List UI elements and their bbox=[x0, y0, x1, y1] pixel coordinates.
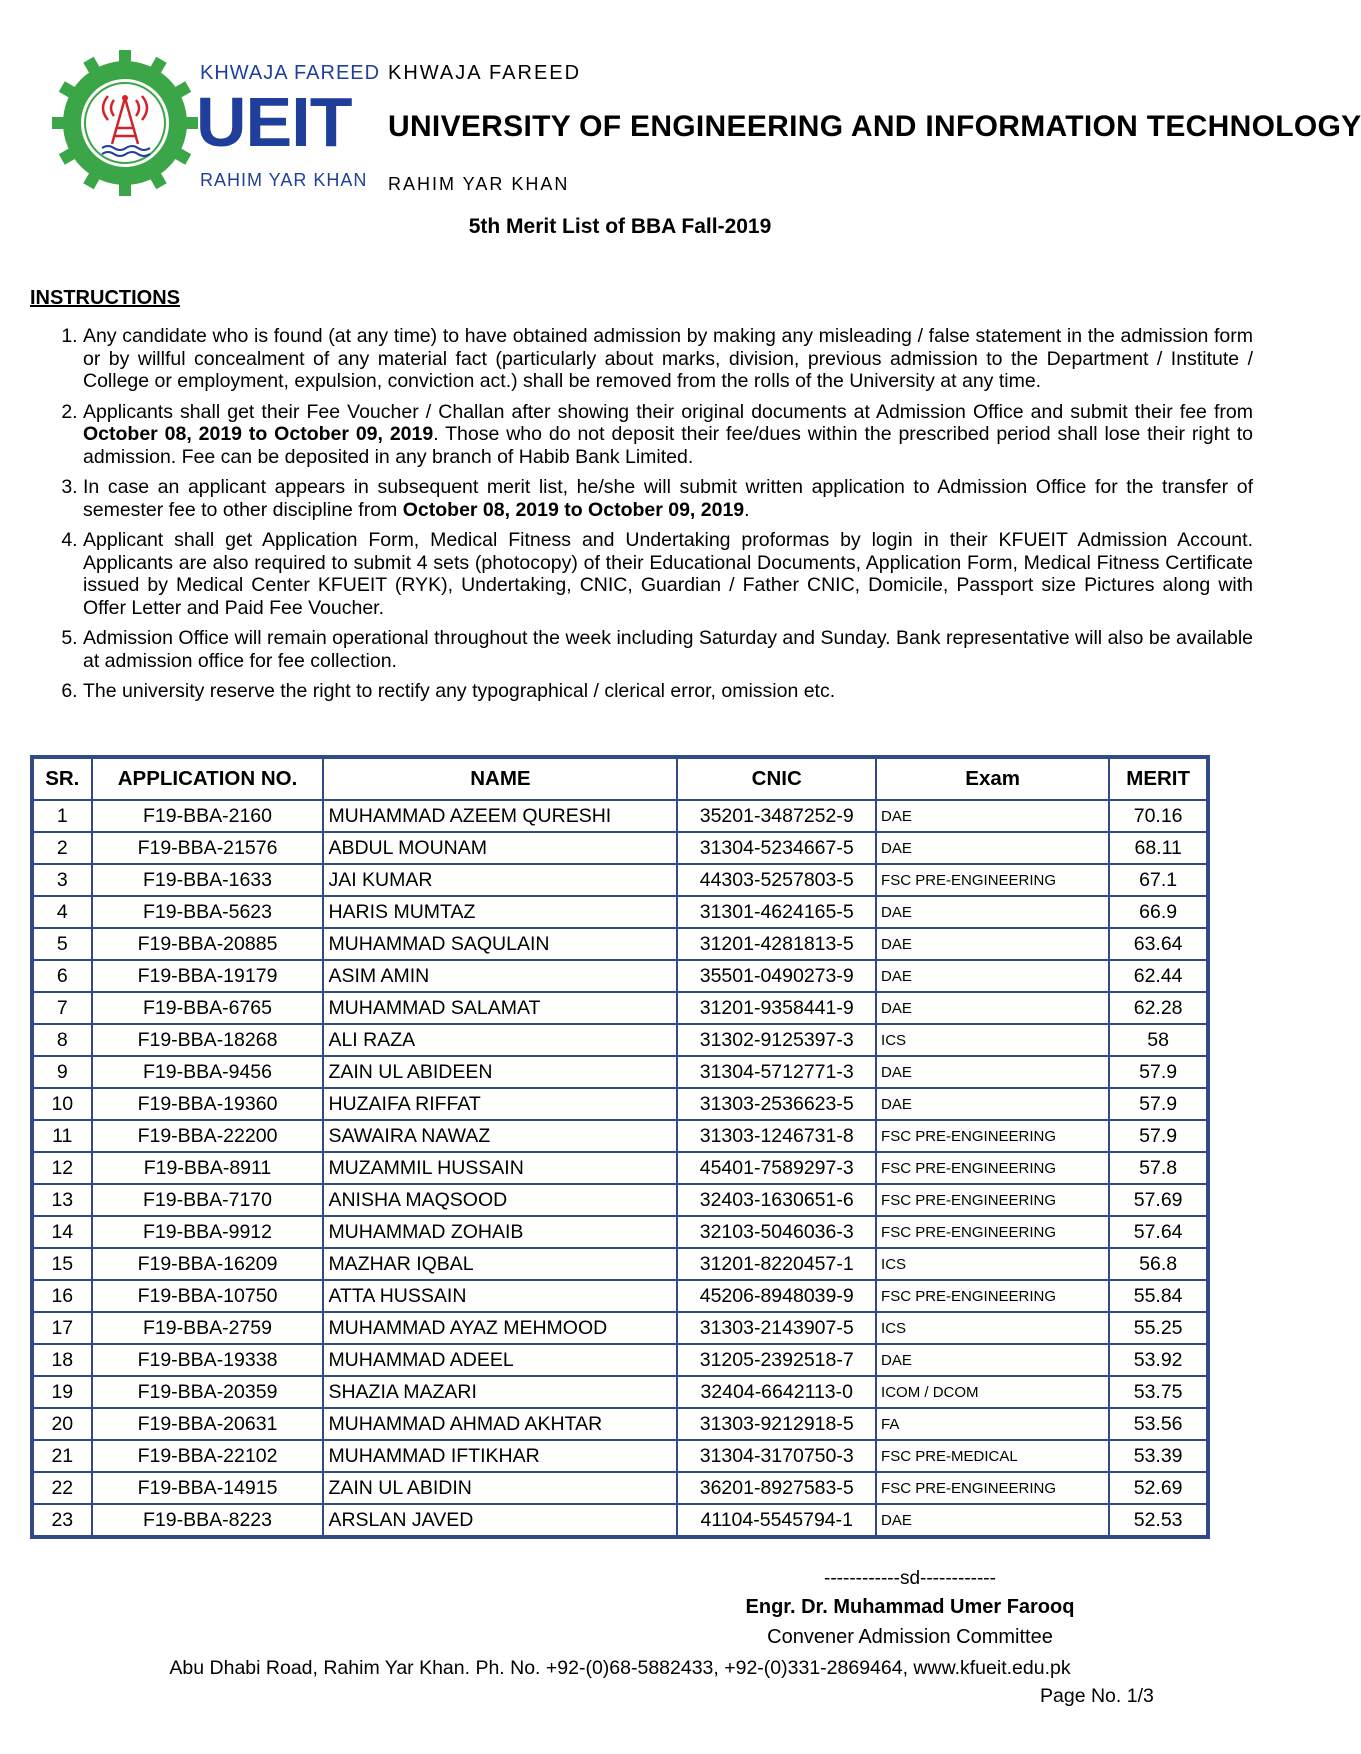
cell-cnic: 45401-7589297-3 bbox=[677, 1152, 876, 1184]
cell-cnic: 31303-1246731-8 bbox=[677, 1120, 876, 1152]
cell-cnic: 35501-0490273-9 bbox=[677, 960, 876, 992]
cell-merit: 55.25 bbox=[1109, 1312, 1207, 1344]
cell-application-no: F19-BBA-19179 bbox=[92, 960, 324, 992]
cell-application-no: F19-BBA-20885 bbox=[92, 928, 324, 960]
cell-cnic: 31304-5234667-5 bbox=[677, 832, 876, 864]
cell-sr: 13 bbox=[33, 1184, 92, 1216]
cell-merit: 53.39 bbox=[1109, 1440, 1207, 1472]
cell-name: ZAIN UL ABIDIN bbox=[323, 1472, 677, 1504]
cell-merit: 53.56 bbox=[1109, 1408, 1207, 1440]
cell-exam: ICOM / DCOM bbox=[876, 1376, 1109, 1408]
cell-exam: FSC PRE-ENGINEERING bbox=[876, 1472, 1109, 1504]
cell-name: SHAZIA MAZARI bbox=[323, 1376, 677, 1408]
cell-exam: DAE bbox=[876, 800, 1109, 832]
cell-merit: 57.9 bbox=[1109, 1120, 1207, 1152]
cell-merit: 53.92 bbox=[1109, 1344, 1207, 1376]
cell-application-no: F19-BBA-5623 bbox=[92, 896, 324, 928]
instruction-item: 2. Applicants shall get their Fee Voucher / Challan after showing their original documents at Admission Office and submit their fee from October 08, 2019 to October 09, 2019. Those who do not deposit their fee/dues within the prescribed period shall lose their right to admission. Fee can be deposited in any branch of Habib Bank Limited. bbox=[83, 401, 1253, 469]
cell-cnic: 31303-9212918-5 bbox=[677, 1408, 876, 1440]
instruction-item: 4. Applicant shall get Application Form, Medical Fitness and Undertaking proformas by login in their KFUEIT Admission Account. Applicants are also required to submit 4 sets (photocopy) of their Educational Documents, Application Form, Medical Fitness Certificate issued by Medical Center KFUEIT (RYK), Undertaking, CNIC, Guardian / Father CNIC, Domicile, Passport size Pictures along with Offer Letter and Paid Fee Voucher. bbox=[83, 529, 1253, 619]
cell-exam: FSC PRE-MEDICAL bbox=[876, 1440, 1109, 1472]
cell-exam: DAE bbox=[876, 1056, 1109, 1088]
cell-exam: FSC PRE-ENGINEERING bbox=[876, 1120, 1109, 1152]
cell-application-no: F19-BBA-8911 bbox=[92, 1152, 324, 1184]
cell-application-no: F19-BBA-22102 bbox=[92, 1440, 324, 1472]
cell-name: ASIM AMIN bbox=[323, 960, 677, 992]
cell-application-no: F19-BBA-20631 bbox=[92, 1408, 324, 1440]
cell-cnic: 31201-8220457-1 bbox=[677, 1248, 876, 1280]
university-name-block bbox=[388, 62, 1361, 194]
instructions-list bbox=[42, 325, 1253, 711]
table-row bbox=[33, 928, 1207, 960]
table-row bbox=[33, 1344, 1207, 1376]
cell-sr: 7 bbox=[33, 992, 92, 1024]
cell-cnic: 31205-2392518-7 bbox=[677, 1344, 876, 1376]
cell-application-no: F19-BBA-14915 bbox=[92, 1472, 324, 1504]
instruction-item: 1. Any candidate who is found (at any time) to have obtained admission by making any misleading / false statement in the admission form or by willful concealment of any material fact (particularly about marks, division, previous admission to the Department / Institute / College or employment, expulsion, conviction act.) shall be removed from the rolls of the University at any time. bbox=[83, 325, 1253, 393]
column-header-application-no: APPLICATION NO. bbox=[92, 758, 324, 800]
cell-application-no: F19-BBA-20359 bbox=[92, 1376, 324, 1408]
cell-sr: 15 bbox=[33, 1248, 92, 1280]
cell-cnic: 31303-2536623-5 bbox=[677, 1088, 876, 1120]
cell-name: ABDUL MOUNAM bbox=[323, 832, 677, 864]
signatory-name: Engr. Dr. Muhammad Umer Farooq bbox=[745, 1596, 1075, 1618]
table-row bbox=[33, 1312, 1207, 1344]
cell-name: MUHAMMAD SALAMAT bbox=[323, 992, 677, 1024]
cell-merit: 62.44 bbox=[1109, 960, 1207, 992]
cell-name: HARIS MUMTAZ bbox=[323, 896, 677, 928]
cell-cnic: 31201-4281813-5 bbox=[677, 928, 876, 960]
table-row bbox=[33, 1376, 1207, 1408]
cell-application-no: F19-BBA-22200 bbox=[92, 1120, 324, 1152]
cell-name: MUZAMMIL HUSSAIN bbox=[323, 1152, 677, 1184]
table-row bbox=[33, 1056, 1207, 1088]
cell-sr: 16 bbox=[33, 1280, 92, 1312]
cell-name: SAWAIRA NAWAZ bbox=[323, 1120, 677, 1152]
table-row bbox=[33, 1184, 1207, 1216]
cell-cnic: 32103-5046036-3 bbox=[677, 1216, 876, 1248]
university-line-1: KHWAJA FAREED bbox=[388, 62, 582, 84]
cell-application-no: F19-BBA-9456 bbox=[92, 1056, 324, 1088]
cell-name: ALI RAZA bbox=[323, 1024, 677, 1056]
cell-name: MUHAMMAD SAQULAIN bbox=[323, 928, 677, 960]
cell-cnic: 35201-3487252-9 bbox=[677, 800, 876, 832]
university-seal-logo bbox=[50, 48, 200, 198]
cell-sr: 17 bbox=[33, 1312, 92, 1344]
cell-application-no: F19-BBA-1633 bbox=[92, 864, 324, 896]
cell-cnic: 31201-9358441-9 bbox=[677, 992, 876, 1024]
cell-name: MUHAMMAD ZOHAIB bbox=[323, 1216, 677, 1248]
cell-sr: 18 bbox=[33, 1344, 92, 1376]
cell-merit: 66.9 bbox=[1109, 896, 1207, 928]
table-row bbox=[33, 1440, 1207, 1472]
instruction-item: 3. In case an applicant appears in subsequent merit list, he/she will submit written application to Admission Office for the transfer of semester fee to other discipline from October 08, 2019 to October 09, 2019. bbox=[83, 476, 1253, 521]
cell-sr: 21 bbox=[33, 1440, 92, 1472]
cell-merit: 52.53 bbox=[1109, 1504, 1207, 1536]
cell-name: JAI KUMAR bbox=[323, 864, 677, 896]
instructions-heading: INSTRUCTIONS bbox=[30, 287, 180, 309]
table-row bbox=[33, 1280, 1207, 1312]
cell-merit: 57.8 bbox=[1109, 1152, 1207, 1184]
cell-exam: FSC PRE-ENGINEERING bbox=[876, 864, 1109, 896]
cell-name: ARSLAN JAVED bbox=[323, 1504, 677, 1536]
signatory-role: Convener Admission Committee bbox=[767, 1626, 1053, 1648]
document-title: 5th Merit List of BBA Fall-2019 bbox=[468, 215, 772, 238]
cell-name: ANISHA MAQSOOD bbox=[323, 1184, 677, 1216]
table-row bbox=[33, 1504, 1207, 1536]
cell-sr: 6 bbox=[33, 960, 92, 992]
cell-name: ZAIN UL ABIDEEN bbox=[323, 1056, 677, 1088]
cell-cnic: 31304-3170750-3 bbox=[677, 1440, 876, 1472]
instruction-item: 6. The university reserve the right to rectify any typographical / clerical error, omission etc. bbox=[83, 680, 1253, 703]
cell-exam: FSC PRE-ENGINEERING bbox=[876, 1152, 1109, 1184]
cell-merit: 58 bbox=[1109, 1024, 1207, 1056]
cell-application-no: F19-BBA-2759 bbox=[92, 1312, 324, 1344]
table-row bbox=[33, 1216, 1207, 1248]
cell-sr: 9 bbox=[33, 1056, 92, 1088]
cell-merit: 57.69 bbox=[1109, 1184, 1207, 1216]
cell-merit: 70.16 bbox=[1109, 800, 1207, 832]
cell-cnic: 45206-8948039-9 bbox=[677, 1280, 876, 1312]
cell-exam: FSC PRE-ENGINEERING bbox=[876, 1184, 1109, 1216]
cell-sr: 10 bbox=[33, 1088, 92, 1120]
cell-sr: 2 bbox=[33, 832, 92, 864]
cell-application-no: F19-BBA-16209 bbox=[92, 1248, 324, 1280]
column-header-sr: SR. bbox=[33, 758, 92, 800]
cell-sr: 1 bbox=[33, 800, 92, 832]
cell-merit: 68.11 bbox=[1109, 832, 1207, 864]
cell-exam: FA bbox=[876, 1408, 1109, 1440]
cell-name: MUHAMMAD AZEEM QURESHI bbox=[323, 800, 677, 832]
cell-merit: 57.9 bbox=[1109, 1088, 1207, 1120]
cell-merit: 57.64 bbox=[1109, 1216, 1207, 1248]
table-row bbox=[33, 1152, 1207, 1184]
cell-sr: 5 bbox=[33, 928, 92, 960]
cell-cnic: 31304-5712771-3 bbox=[677, 1056, 876, 1088]
cell-name: MAZHAR IQBAL bbox=[323, 1248, 677, 1280]
cell-application-no: F19-BBA-7170 bbox=[92, 1184, 324, 1216]
table-row bbox=[33, 832, 1207, 864]
table-row bbox=[33, 1248, 1207, 1280]
cell-application-no: F19-BBA-19338 bbox=[92, 1344, 324, 1376]
table-row bbox=[33, 992, 1207, 1024]
cell-application-no: F19-BBA-21576 bbox=[92, 832, 324, 864]
table-row bbox=[33, 864, 1207, 896]
cell-merit: 63.64 bbox=[1109, 928, 1207, 960]
cell-application-no: F19-BBA-8223 bbox=[92, 1504, 324, 1536]
cell-exam: DAE bbox=[876, 1088, 1109, 1120]
table-row bbox=[33, 1088, 1207, 1120]
cell-exam: DAE bbox=[876, 1504, 1109, 1536]
cell-application-no: F19-BBA-10750 bbox=[92, 1280, 324, 1312]
brand-name: UEIT bbox=[196, 83, 352, 161]
table-row bbox=[33, 1024, 1207, 1056]
cell-exam: FSC PRE-ENGINEERING bbox=[876, 1280, 1109, 1312]
cell-name: MUHAMMAD ADEEL bbox=[323, 1344, 677, 1376]
cell-sr: 3 bbox=[33, 864, 92, 896]
cell-name: MUHAMMAD AYAZ MEHMOOD bbox=[323, 1312, 677, 1344]
signature-line: ------------sd------------ bbox=[824, 1568, 996, 1589]
cell-application-no: F19-BBA-9912 bbox=[92, 1216, 324, 1248]
cell-sr: 4 bbox=[33, 896, 92, 928]
table-row bbox=[33, 960, 1207, 992]
table-row bbox=[33, 896, 1207, 928]
page-number: Page No. 1/3 bbox=[1040, 1685, 1154, 1707]
cell-sr: 11 bbox=[33, 1120, 92, 1152]
cell-merit: 55.84 bbox=[1109, 1280, 1207, 1312]
cell-exam: DAE bbox=[876, 992, 1109, 1024]
brand-bottom-text: RAHIM YAR KHAN bbox=[200, 170, 368, 190]
cell-cnic: 32403-1630651-6 bbox=[677, 1184, 876, 1216]
cell-exam: DAE bbox=[876, 1344, 1109, 1376]
cell-name: MUHAMMAD IFTIKHAR bbox=[323, 1440, 677, 1472]
footer-address: Abu Dhabi Road, Rahim Yar Khan. Ph. No. +92-(0)68-5882433, +92-(0)331-2869464, www.kfueit.edu.pk bbox=[169, 1657, 1071, 1679]
cell-exam: ICS bbox=[876, 1312, 1109, 1344]
column-header-merit: MERIT bbox=[1109, 758, 1207, 800]
table-row bbox=[33, 1408, 1207, 1440]
cell-sr: 12 bbox=[33, 1152, 92, 1184]
table-row bbox=[33, 1120, 1207, 1152]
cell-exam: DAE bbox=[876, 832, 1109, 864]
cell-application-no: F19-BBA-2160 bbox=[92, 800, 324, 832]
table-row bbox=[33, 1472, 1207, 1504]
cell-exam: DAE bbox=[876, 928, 1109, 960]
cell-cnic: 44303-5257803-5 bbox=[677, 864, 876, 896]
cell-merit: 56.8 bbox=[1109, 1248, 1207, 1280]
cell-cnic: 31301-4624165-5 bbox=[677, 896, 876, 928]
cell-sr: 14 bbox=[33, 1216, 92, 1248]
cell-application-no: F19-BBA-19360 bbox=[92, 1088, 324, 1120]
brand-top-text: KHWAJA FAREED bbox=[200, 62, 381, 84]
merit-list-table bbox=[30, 755, 1210, 1539]
cell-sr: 22 bbox=[33, 1472, 92, 1504]
table-body bbox=[33, 800, 1207, 1536]
cell-exam: DAE bbox=[876, 960, 1109, 992]
cell-cnic: 31303-2143907-5 bbox=[677, 1312, 876, 1344]
cell-name: MUHAMMAD AHMAD AKHTAR bbox=[323, 1408, 677, 1440]
cell-cnic: 32404-6642113-0 bbox=[677, 1376, 876, 1408]
cell-merit: 57.9 bbox=[1109, 1056, 1207, 1088]
cell-merit: 52.69 bbox=[1109, 1472, 1207, 1504]
cell-exam: FSC PRE-ENGINEERING bbox=[876, 1216, 1109, 1248]
university-line-2: UNIVERSITY OF ENGINEERING AND INFORMATION TECHNOLOGY bbox=[388, 110, 1361, 143]
university-line-3: RAHIM YAR KHAN bbox=[388, 174, 570, 194]
instruction-item: 5. Admission Office will remain operational throughout the week including Saturday and Sunday. Bank representative will also be available at admission office for fee collection. bbox=[83, 627, 1253, 672]
cell-sr: 8 bbox=[33, 1024, 92, 1056]
cell-name: ATTA HUSSAIN bbox=[323, 1280, 677, 1312]
cell-merit: 53.75 bbox=[1109, 1376, 1207, 1408]
cell-application-no: F19-BBA-18268 bbox=[92, 1024, 324, 1056]
cell-sr: 23 bbox=[33, 1504, 92, 1536]
brand-wordmark bbox=[196, 62, 381, 192]
cell-sr: 19 bbox=[33, 1376, 92, 1408]
cell-exam: ICS bbox=[876, 1024, 1109, 1056]
cell-exam: ICS bbox=[876, 1248, 1109, 1280]
cell-name: HUZAIFA RIFFAT bbox=[323, 1088, 677, 1120]
letterhead bbox=[40, 40, 1361, 200]
column-header-name: NAME bbox=[323, 758, 677, 800]
cell-cnic: 41104-5545794-1 bbox=[677, 1504, 876, 1536]
cell-cnic: 31302-9125397-3 bbox=[677, 1024, 876, 1056]
cell-sr: 20 bbox=[33, 1408, 92, 1440]
cell-application-no: F19-BBA-6765 bbox=[92, 992, 324, 1024]
cell-cnic: 36201-8927583-5 bbox=[677, 1472, 876, 1504]
cell-merit: 62.28 bbox=[1109, 992, 1207, 1024]
cell-merit: 67.1 bbox=[1109, 864, 1207, 896]
cell-exam: DAE bbox=[876, 896, 1109, 928]
column-header-exam: Exam bbox=[876, 758, 1109, 800]
table-row bbox=[33, 800, 1207, 832]
table-header-row bbox=[33, 758, 1207, 800]
column-header-cnic: CNIC bbox=[677, 758, 876, 800]
